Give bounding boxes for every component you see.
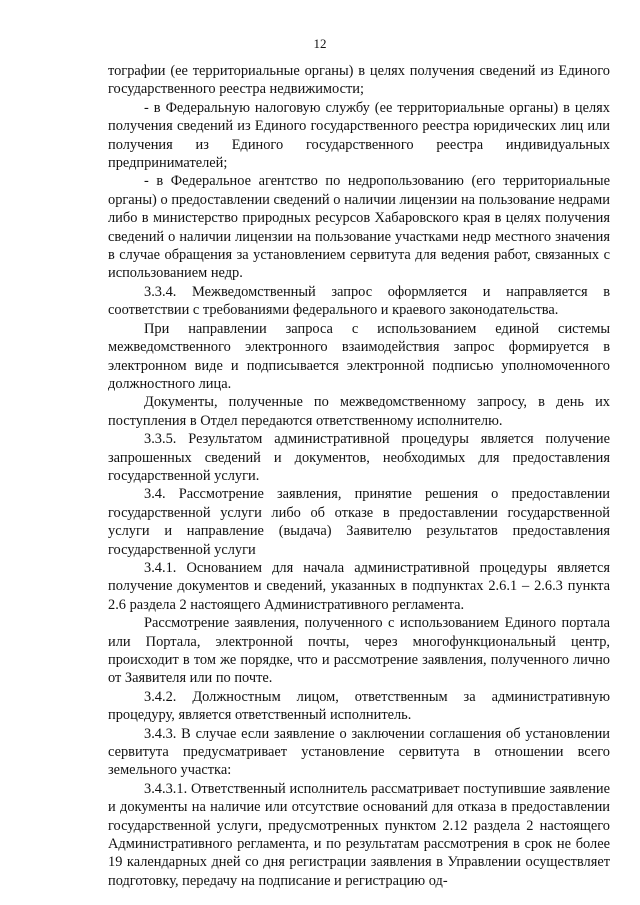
paragraph: 3.4.3. В случае если заявление о заключении соглашения об установлении сервитута предусматривает установление сервитута в отношении всего земельного участка: [108, 725, 610, 779]
paragraph: - в Федеральное агентство по недропользованию (его территориальные органы) о предоставлении сведений о наличии лицензии на пользование недрами либо в министерство природных ресурсов Хабаровского края в целях получения сведений о наличии лицензии на пользование участками недр местного значения в случае обращения за установлением сервитута для ведения работ, связанных с использованием недр. [108, 173, 610, 282]
paragraph: 3.3.5. Результатом административной процедуры является получение запрошенных сведений и документов, необходимых для предоставления государственной услуги. [108, 431, 610, 484]
page-number: 12 [313, 36, 327, 51]
paragraph: Документы, полученные по межведомственному запросу, в день их поступления в Отдел передаются ответственному исполнителю. [108, 394, 610, 429]
paragraph: Рассмотрение заявления, полученного с использованием Единого портала или Портала, электронной почты, через многофункциональный центр, происходит в том же порядке, что и рассмотрение заявления, полученного лично от Заявителя или по почте. [108, 615, 610, 687]
paragraph: 3.3.4. Межведомственный запрос оформляется и направляется в соответствии с требованиями федерального и краевого законодательства. [108, 283, 610, 319]
paragraph: 3.4.2. Должностным лицом, ответственным за административную процедуру, является ответственный исполнитель. [108, 688, 610, 724]
body-text [108, 62, 610, 890]
paragraph: При направлении запроса с использованием единой системы межведомственного электронного взаимодействия запрос формируется в электронном виде и подписывается электронной подписью уполномоченного должностного лица. [108, 320, 610, 392]
paragraph: 3.4. Рассмотрение заявления, принятие решения о предоставлении государственной услуги либо об отказе в предоставлении государственной услуги и направление (выдача) Заявителю результатов предоставления государственной услуги [108, 486, 610, 558]
paragraph: - в Федеральную налоговую службу (ее территориальные органы) в целях получения сведений из Единого государственного реестра юридических лиц или получения из Единого государственного реестра индивидуальных предпринимателей; [108, 99, 610, 172]
paragraph: тографии (ее территориальные органы) в целях получения сведений из Единого государственного реестра недвижимости; [108, 63, 610, 98]
paragraph: 3.4.1. Основанием для начала административной процедуры является получение документов и сведений, указанных в подпунктах 2.6.1 – 2.6.3 пункта 2.6 раздела 2 настоящего Административного регламента. [108, 559, 610, 613]
paragraph: 3.4.3.1. Ответственный исполнитель рассматривает поступившие заявление и документы на наличие или отсутствие оснований для отказа в предоставлении государственной услуги, предусмотренных пунктом 2.12 раздела 2 настоящего Административного регламента, и по результатам рассмотрения в срок не более 19 календарных дней со дня регистрации заявления в Управлении осуществляет подготовку, передачу на подписание и регистрацию од- [108, 780, 610, 889]
